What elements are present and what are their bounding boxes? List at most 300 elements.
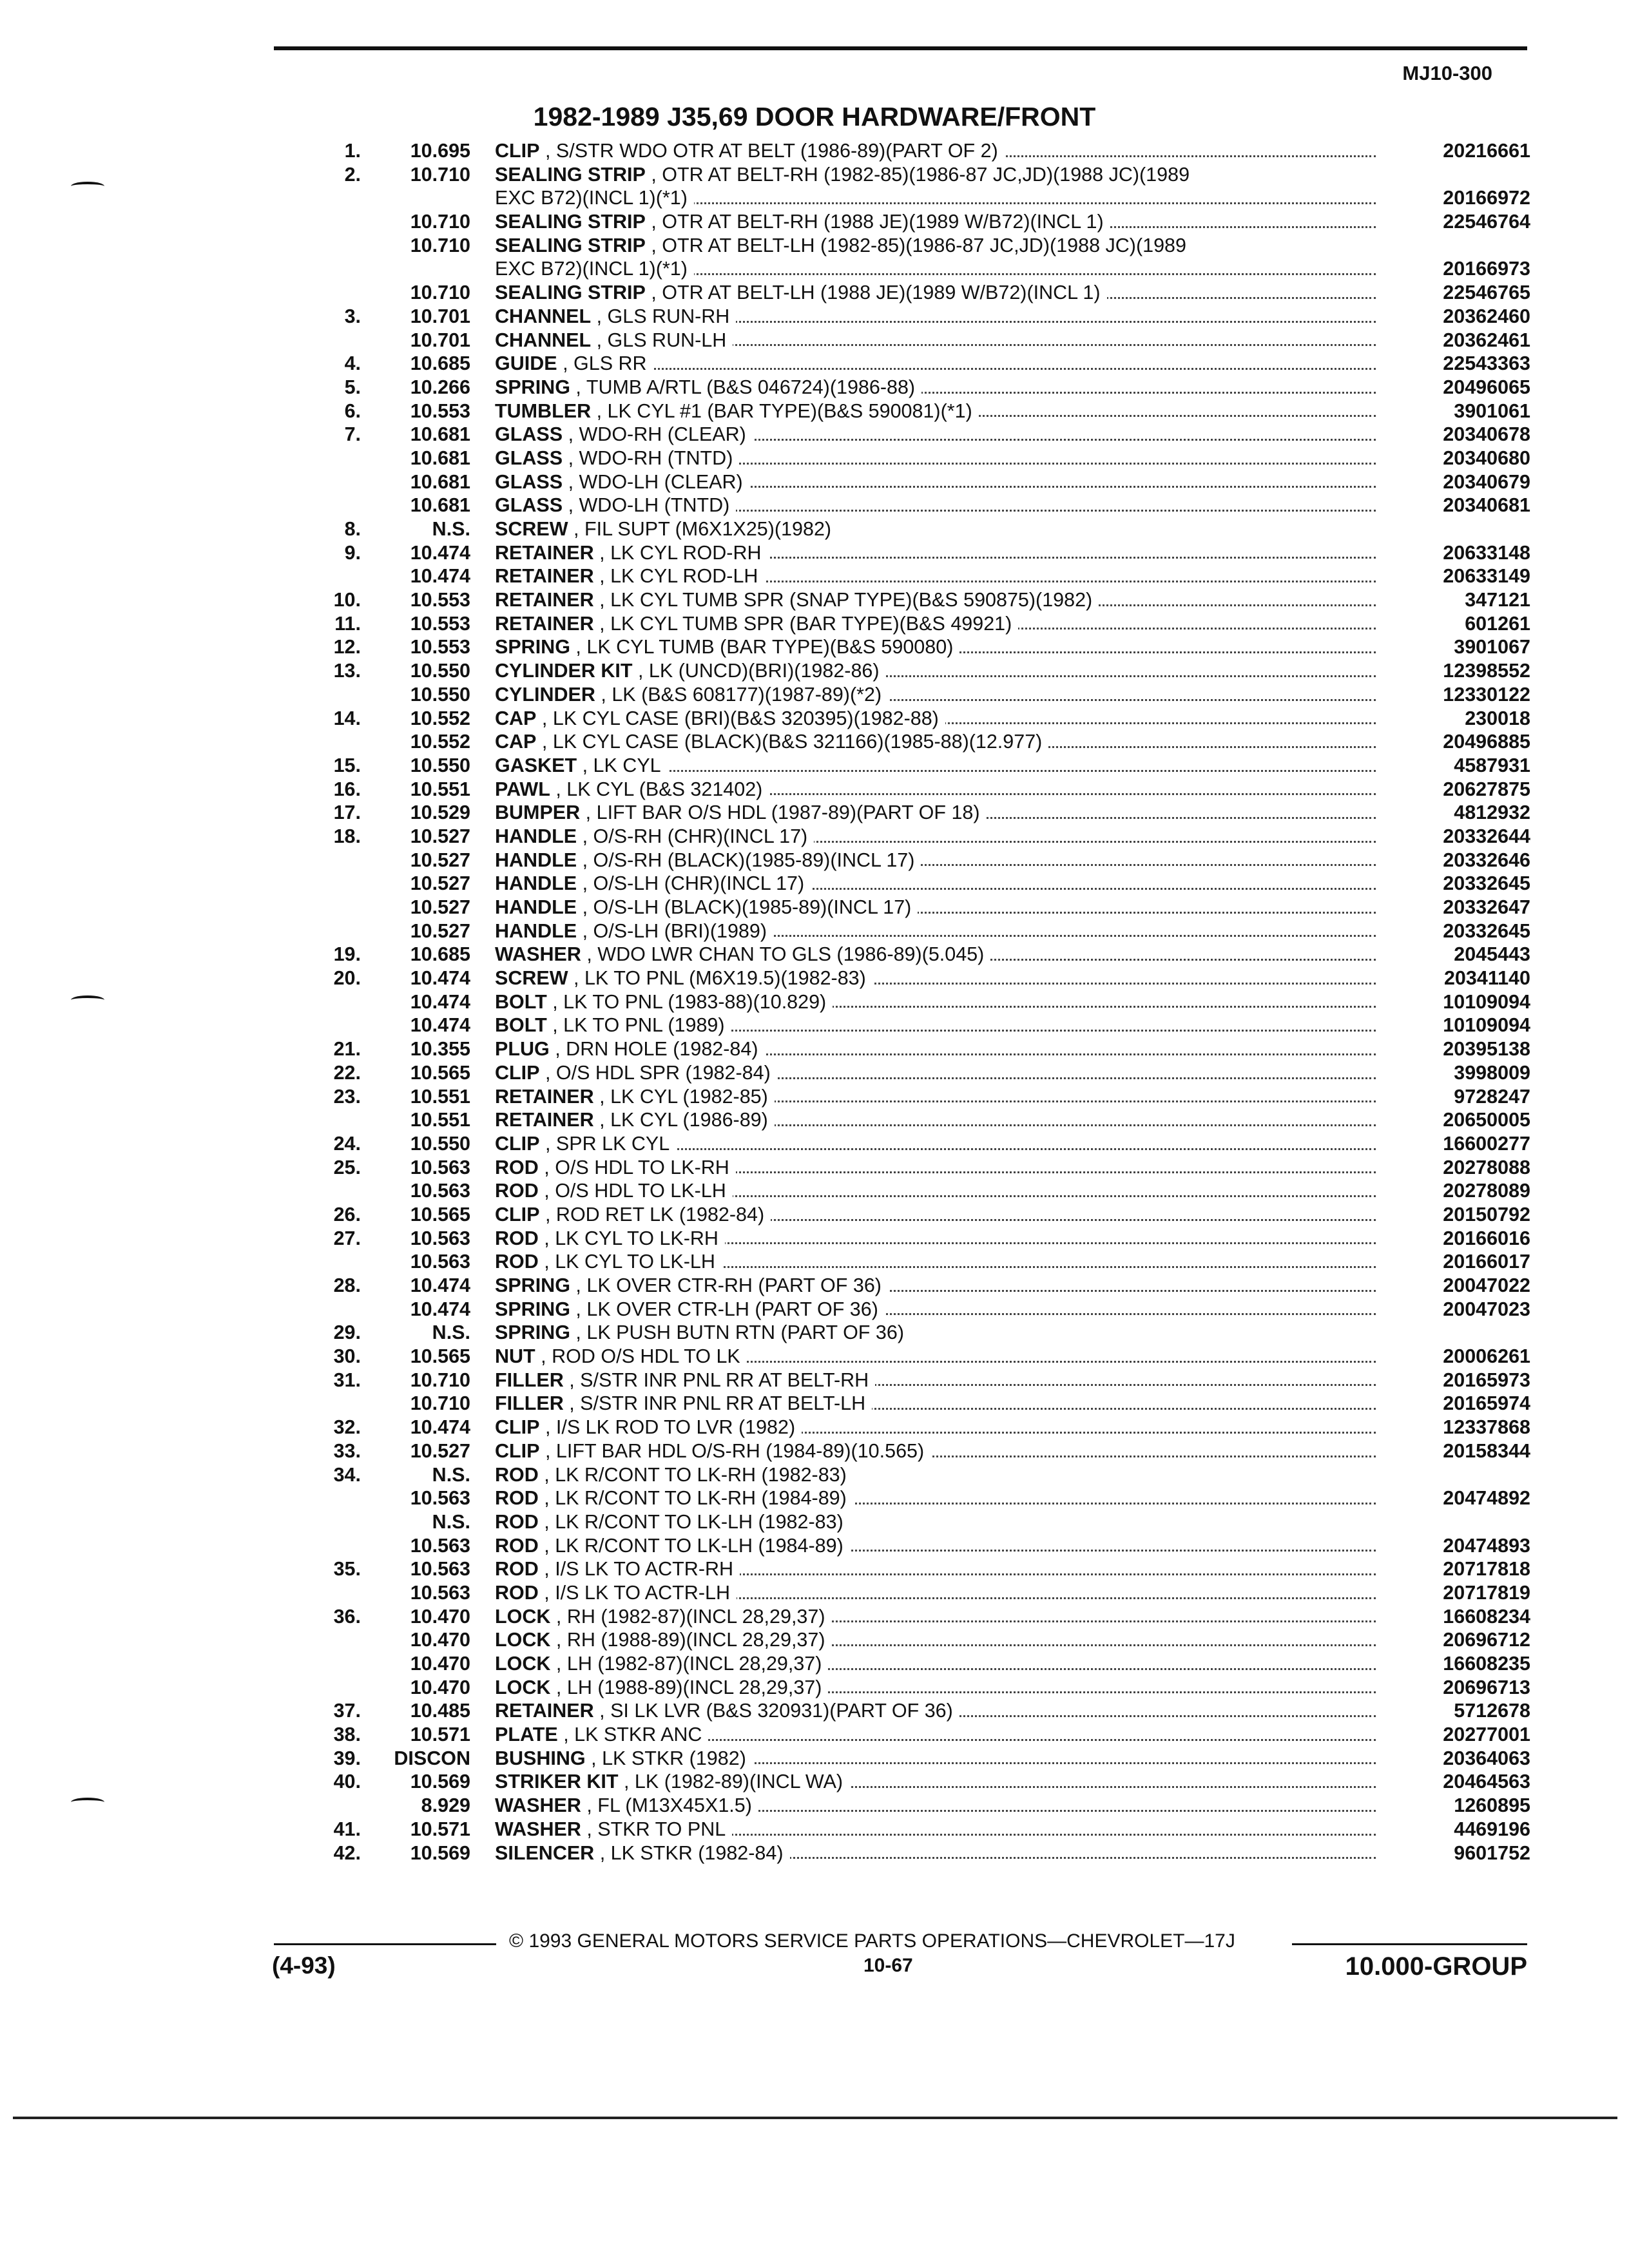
group-number: 10.550 <box>410 683 470 706</box>
item-number: 35. <box>333 1558 361 1581</box>
description-text <box>495 1464 853 1486</box>
description-cell <box>495 210 1376 234</box>
part-description: , I/S LK TO ACTR-RH <box>544 1558 734 1581</box>
description-cell <box>495 990 1376 1014</box>
description-text <box>495 1511 850 1533</box>
binder-hole-mark <box>71 1798 104 1807</box>
part-row <box>284 281 1530 305</box>
part-name: WASHER <box>495 943 581 966</box>
part-name: HANDLE <box>495 825 577 847</box>
part-row <box>284 659 1530 683</box>
part-number: 10109094 <box>1443 1014 1530 1037</box>
part-name: GLASS <box>495 470 563 493</box>
part-description: , LK TO PNL (1989) <box>552 1014 725 1037</box>
description-text <box>495 1416 802 1438</box>
description-cell <box>495 919 1376 943</box>
part-row <box>284 1723 1530 1747</box>
part-description: , O/S-RH (CHR)(INCL 17) <box>582 825 808 847</box>
part-row <box>284 1534 1530 1558</box>
description-cell <box>495 1156 1376 1180</box>
part-name: HANDLE <box>495 849 577 871</box>
item-number: 13. <box>333 660 361 682</box>
item-number: 28. <box>333 1274 361 1296</box>
description-cell <box>495 423 1376 447</box>
description-text <box>495 494 736 516</box>
group-number: 10.565 <box>410 1345 470 1368</box>
date-code: (4-93) <box>272 1952 336 1979</box>
part-description: , TUMB A/RTL (B&S 046724)(1986-88) <box>575 376 916 398</box>
part-description: , O/S HDL TO LK-LH <box>544 1180 726 1202</box>
description-cell <box>495 1486 1376 1510</box>
group-number: 10.527 <box>410 919 470 942</box>
part-description: , LK CYL (1986-89) <box>599 1109 768 1131</box>
part-row <box>284 470 1530 494</box>
part-row <box>284 943 1530 966</box>
description-text <box>495 991 833 1013</box>
header-rule <box>274 46 1527 50</box>
part-description: , OTR AT BELT-LH (1982-85)(1986-87 JC,JD)(1988 JC)(1989 <box>651 234 1186 256</box>
item-number: 38. <box>333 1724 361 1746</box>
part-name: BUSHING <box>495 1747 586 1769</box>
description-cell <box>495 1439 1376 1463</box>
part-name: ROD <box>495 1227 539 1249</box>
group-number: 10.474 <box>410 565 470 588</box>
part-name: WASHER <box>495 1818 581 1840</box>
group-number: 10.681 <box>410 423 470 446</box>
part-row <box>284 376 1530 399</box>
item-number: 21. <box>333 1038 361 1061</box>
description-cell <box>495 801 1376 825</box>
description-text <box>495 754 668 776</box>
part-row <box>284 139 1530 163</box>
description-text <box>495 1724 708 1745</box>
item-number: 8. <box>344 518 361 540</box>
part-description: , LK CYL ROD-LH <box>599 565 758 588</box>
item-number: 26. <box>333 1203 361 1225</box>
part-row <box>284 1179 1530 1203</box>
part-row <box>284 1061 1530 1085</box>
part-number: 20277001 <box>1443 1724 1530 1746</box>
description-text <box>495 352 653 374</box>
description-text <box>495 660 886 682</box>
description-cell <box>495 541 1376 565</box>
part-row <box>284 1652 1530 1676</box>
description-text <box>495 235 1193 256</box>
part-row <box>284 754 1530 778</box>
part-description: , LH (1988-89)(INCL 28,29,37) <box>555 1676 822 1698</box>
item-number: 31. <box>333 1369 361 1391</box>
part-description: , O/S-LH (CHR)(INCL 17) <box>582 872 805 895</box>
part-name: CLIP <box>495 1061 540 1084</box>
item-number: 11. <box>334 612 361 635</box>
group-number: 10.470 <box>410 1605 470 1628</box>
part-description: , I/S LK TO ACTR-LH <box>544 1581 730 1604</box>
description-text <box>495 1038 765 1060</box>
item-number: 9. <box>344 541 361 564</box>
part-number: 20278089 <box>1443 1180 1530 1202</box>
part-number: 4587931 <box>1454 754 1530 776</box>
description-text <box>495 1204 771 1225</box>
part-row <box>284 1581 1530 1605</box>
description-text <box>495 684 888 706</box>
part-name: RETAINER <box>495 541 594 564</box>
description-text <box>495 1157 736 1178</box>
part-name: GASKET <box>495 754 577 776</box>
part-row <box>284 849 1530 872</box>
part-row <box>284 1818 1530 1841</box>
group-number: 10.551 <box>410 1109 470 1131</box>
description-text <box>495 1298 885 1320</box>
description-text <box>495 872 811 894</box>
description-text <box>495 1487 853 1509</box>
group-number: 10.553 <box>410 399 470 422</box>
group-number: 10.695 <box>410 140 470 162</box>
part-row <box>284 257 1530 281</box>
group-number: 10.527 <box>410 872 470 895</box>
description-cell <box>495 139 1376 163</box>
part-number: 20627875 <box>1443 778 1530 800</box>
group-number: 10.563 <box>410 1180 470 1202</box>
group-number: 10.710 <box>410 282 470 304</box>
part-number: 20332647 <box>1443 896 1530 918</box>
part-description: , LK CYL TO LK-LH <box>544 1251 715 1273</box>
part-number: 20332646 <box>1443 849 1530 871</box>
part-number: 2045443 <box>1454 943 1530 966</box>
description-cell <box>495 1321 1376 1345</box>
part-row <box>284 1770 1530 1794</box>
part-description: , S/STR INR PNL RR AT BELT-LH <box>569 1392 866 1415</box>
part-number: 20696712 <box>1443 1629 1530 1651</box>
group-number: 10.550 <box>410 660 470 682</box>
group-number: 10.565 <box>410 1203 470 1225</box>
part-number: 20496885 <box>1443 731 1530 753</box>
description-cell <box>495 1250 1376 1274</box>
part-name: SEALING STRIP <box>495 163 646 186</box>
part-number: 20340679 <box>1443 470 1530 493</box>
description-text <box>495 1629 832 1651</box>
description-text <box>495 1558 740 1580</box>
part-number: 20340678 <box>1443 423 1530 446</box>
item-number: 23. <box>333 1085 361 1108</box>
part-name: ROD <box>495 1487 539 1510</box>
part-row <box>284 683 1530 707</box>
description-text <box>495 1392 872 1414</box>
item-number: 1. <box>344 140 361 162</box>
item-number: 34. <box>333 1463 361 1486</box>
part-number: 20150792 <box>1443 1203 1530 1225</box>
part-name: BUMPER <box>495 802 581 824</box>
description-text <box>495 164 1196 186</box>
group-number: 10.266 <box>410 376 470 398</box>
group-number: 10.553 <box>410 636 470 658</box>
group-number: 10.565 <box>410 1061 470 1084</box>
part-number: 347121 <box>1465 589 1530 611</box>
part-row <box>284 1274 1530 1298</box>
description-cell <box>495 1510 1376 1534</box>
part-description: , LK CYL TUMB (BAR TYPE)(B&S 590080) <box>575 636 954 658</box>
part-name: GUIDE <box>495 352 557 375</box>
part-name: SPRING <box>495 1298 570 1320</box>
part-description: , WDO LWR CHAN TO GLS (1986-89)(5.045) <box>586 943 985 966</box>
description-cell <box>495 1085 1376 1109</box>
part-row <box>284 1510 1530 1534</box>
part-name: RETAINER <box>495 1109 594 1131</box>
group-label: 10.000-GROUP <box>1345 1952 1527 1981</box>
part-row <box>284 730 1530 754</box>
part-description: , LK STKR (1982-84) <box>599 1841 784 1864</box>
part-description: , LK R/CONT TO LK-RH (1984-89) <box>544 1487 847 1510</box>
part-name: ROD <box>495 1581 539 1604</box>
part-row <box>284 1439 1530 1463</box>
description-cell <box>495 754 1376 778</box>
group-number: N.S. <box>432 1510 470 1533</box>
description-cell <box>495 1037 1376 1061</box>
part-row <box>284 447 1530 470</box>
part-description: , LK CYL (1982-85) <box>599 1085 768 1108</box>
part-row <box>284 399 1530 423</box>
description-text <box>495 920 773 942</box>
part-description: , LK PUSH BUTN RTN (PART OF 36) <box>575 1321 904 1344</box>
group-number: 10.571 <box>410 1818 470 1840</box>
description-text <box>495 1582 737 1604</box>
part-description: , LK CYL (B&S 321402) <box>555 778 763 800</box>
part-name: CLIP <box>495 1132 540 1155</box>
description-text <box>495 802 987 823</box>
part-number: 3998009 <box>1454 1061 1530 1084</box>
description-text <box>495 258 694 280</box>
description-text <box>495 565 764 587</box>
part-name: RETAINER <box>495 1085 594 1108</box>
group-number: 10.527 <box>410 849 470 871</box>
part-row <box>284 1463 1530 1487</box>
group-number: 10.470 <box>410 1629 470 1651</box>
description-text <box>495 447 739 469</box>
description-text <box>495 1369 875 1391</box>
group-number: 10.474 <box>410 1298 470 1320</box>
part-description: , OTR AT BELT-RH (1988 JE)(1989 W/B72)(INCL 1) <box>651 211 1104 233</box>
item-number: 39. <box>333 1747 361 1769</box>
description-text <box>495 211 1110 233</box>
part-row <box>284 1628 1530 1652</box>
part-name: CHANNEL <box>495 329 592 351</box>
page-code: MJ10-300 <box>1402 62 1492 84</box>
description-text <box>495 1653 828 1675</box>
description-cell <box>495 1794 1376 1818</box>
part-name: CHANNEL <box>495 305 592 327</box>
part-row <box>284 966 1530 990</box>
part-description: , WDO-LH (CLEAR) <box>568 470 743 493</box>
description-cell <box>495 1179 1376 1203</box>
parts-list <box>284 139 1530 1865</box>
part-row <box>284 707 1530 731</box>
part-description: , LK R/CONT TO LK-LH (1984-89) <box>544 1534 843 1557</box>
group-number: 10.563 <box>410 1581 470 1604</box>
part-description: , GLS RUN-RH <box>596 305 730 327</box>
part-description: , LK (1982-89)(INCL WA) <box>623 1771 843 1793</box>
group-number: 10.563 <box>410 1156 470 1178</box>
part-number: 20047022 <box>1443 1274 1530 1296</box>
part-name: RETAINER <box>495 612 594 635</box>
part-name: PLUG <box>495 1038 550 1061</box>
item-number: 42. <box>333 1841 361 1864</box>
description-cell <box>495 281 1376 305</box>
description-text <box>495 1321 911 1343</box>
part-name: LOCK <box>495 1676 551 1698</box>
description-text <box>495 636 959 658</box>
part-name: GLASS <box>495 447 563 469</box>
part-name: ROD <box>495 1463 539 1486</box>
description-text <box>495 1842 790 1864</box>
part-description: , FL (M13X45X1.5) <box>586 1794 752 1817</box>
group-number: 10.474 <box>410 990 470 1013</box>
description-cell <box>495 896 1376 919</box>
part-description: , WDO-RH (TNTD) <box>568 447 733 469</box>
description-cell <box>495 1605 1376 1629</box>
part-row <box>284 1321 1530 1345</box>
part-name: SPRING <box>495 1274 570 1296</box>
description-text <box>495 1180 733 1202</box>
description-cell <box>495 1676 1376 1700</box>
part-number: 20496065 <box>1443 376 1530 398</box>
part-row <box>284 588 1530 612</box>
part-name: RETAINER <box>495 1700 594 1722</box>
part-name: CYLINDER <box>495 683 595 706</box>
part-name: HANDLE <box>495 919 577 942</box>
group-number: 10.552 <box>410 707 470 729</box>
bottom-rule <box>13 2117 1617 2119</box>
group-number: 10.563 <box>410 1251 470 1273</box>
part-row <box>284 517 1530 541</box>
part-description: , GLS RR <box>563 352 647 375</box>
part-description: , LK CYL CASE (BRI)(B&S 320395)(1982-88) <box>541 707 939 729</box>
item-number: 17. <box>333 802 361 824</box>
part-number: 4812932 <box>1454 802 1530 824</box>
group-number: 10.550 <box>410 754 470 776</box>
part-row <box>284 1486 1530 1510</box>
description-cell <box>495 966 1376 990</box>
part-description: , S/STR WDO OTR AT BELT (1986-89)(PART OF 2) <box>545 140 998 162</box>
part-row <box>284 1203 1530 1227</box>
part-description: , LK STKR (1982) <box>591 1747 746 1769</box>
part-description: , LK CYL TUMB SPR (SNAP TYPE)(B&S 590875)(1982) <box>599 589 1093 611</box>
part-description: , LIFT BAR HDL O/S-RH (1984-89)(10.565) <box>545 1439 925 1462</box>
description-cell <box>495 1392 1376 1416</box>
footer-rule-right <box>1292 1943 1527 1945</box>
part-name: SPRING <box>495 376 570 398</box>
part-row <box>284 352 1530 376</box>
item-number: 18. <box>333 825 361 847</box>
group-number: 10.529 <box>410 802 470 824</box>
description-text <box>495 589 1099 611</box>
item-number: 20. <box>333 967 361 990</box>
group-number: 10.701 <box>410 329 470 351</box>
group-number: 10.563 <box>410 1534 470 1557</box>
part-description: , SI LK LVR (B&S 320931)(PART OF 36) <box>599 1700 953 1722</box>
part-row <box>284 305 1530 329</box>
group-number: DISCON <box>394 1747 470 1769</box>
part-name: RETAINER <box>495 589 594 611</box>
part-name: ROD <box>495 1156 539 1178</box>
item-number: 19. <box>333 943 361 966</box>
description-text <box>495 896 918 918</box>
description-cell <box>495 1841 1376 1865</box>
part-description: EXC B72)(INCL 1)(*1) <box>495 187 688 209</box>
part-row <box>284 541 1530 565</box>
description-cell <box>495 1345 1376 1369</box>
group-number: 10.470 <box>410 1653 470 1675</box>
part-name: CAP <box>495 731 537 753</box>
description-text <box>495 140 1005 162</box>
part-number: 601261 <box>1465 612 1530 635</box>
description-cell <box>495 494 1376 517</box>
part-number: 20362461 <box>1443 329 1530 351</box>
part-description: , O/S-LH (BLACK)(1985-89)(INCL 17) <box>582 896 912 918</box>
part-name: TUMBLER <box>495 399 592 422</box>
group-number: 8.929 <box>421 1794 470 1817</box>
part-row <box>284 1132 1530 1156</box>
part-number: 20340680 <box>1443 447 1530 469</box>
item-number: 37. <box>333 1700 361 1722</box>
group-number: 10.527 <box>410 825 470 847</box>
item-number: 36. <box>333 1605 361 1628</box>
description-cell <box>495 1227 1376 1251</box>
part-description: , O/S-RH (BLACK)(1985-89)(INCL 17) <box>582 849 915 871</box>
item-number: 41. <box>333 1818 361 1840</box>
part-number: 20166017 <box>1443 1251 1530 1273</box>
group-number: 10.569 <box>410 1771 470 1793</box>
group-number: 10.571 <box>410 1724 470 1746</box>
group-number: 10.710 <box>410 1369 470 1391</box>
description-cell <box>495 943 1376 966</box>
description-text <box>495 1794 758 1816</box>
part-number: 20364063 <box>1443 1747 1530 1769</box>
part-row <box>284 1605 1530 1629</box>
part-description: , LK (B&S 608177)(1987-89)(*2) <box>601 683 882 706</box>
description-text <box>495 1677 828 1698</box>
group-number: 10.681 <box>410 470 470 493</box>
part-number: 20166972 <box>1443 187 1530 209</box>
description-cell <box>495 257 1376 281</box>
group-number: 10.710 <box>410 163 470 186</box>
part-description: , ROD O/S HDL TO LK <box>541 1345 740 1368</box>
item-number: 15. <box>333 754 361 776</box>
part-row <box>284 1699 1530 1723</box>
part-row <box>284 896 1530 919</box>
part-number: 20047023 <box>1443 1298 1530 1320</box>
description-text <box>495 1440 930 1462</box>
part-description: , OTR AT BELT-RH (1982-85)(1986-87 JC,JD)(1988 JC)(1989 <box>651 163 1190 186</box>
part-description: , LK CYL <box>582 754 661 776</box>
description-cell <box>495 1369 1376 1392</box>
part-number: 20633149 <box>1443 565 1530 588</box>
part-row <box>284 423 1530 447</box>
part-name: SPRING <box>495 1321 570 1344</box>
description-text <box>495 471 749 493</box>
part-description: , ROD RET LK (1982-84) <box>545 1203 765 1225</box>
part-name: HANDLE <box>495 896 577 918</box>
part-name: LOCK <box>495 1653 551 1675</box>
description-cell <box>495 163 1376 187</box>
part-number: 16608235 <box>1443 1653 1530 1675</box>
page-number: 10-67 <box>863 1955 913 1976</box>
description-cell <box>495 447 1376 470</box>
group-number: 10.553 <box>410 612 470 635</box>
group-number: 10.681 <box>410 494 470 517</box>
part-row <box>284 1416 1530 1439</box>
item-number: 7. <box>344 423 361 446</box>
part-row <box>284 1014 1530 1037</box>
copyright-notice: © 1993 GENERAL MOTORS SERVICE PARTS OPERATIONS—CHEVROLET—17J <box>509 1930 1235 1952</box>
